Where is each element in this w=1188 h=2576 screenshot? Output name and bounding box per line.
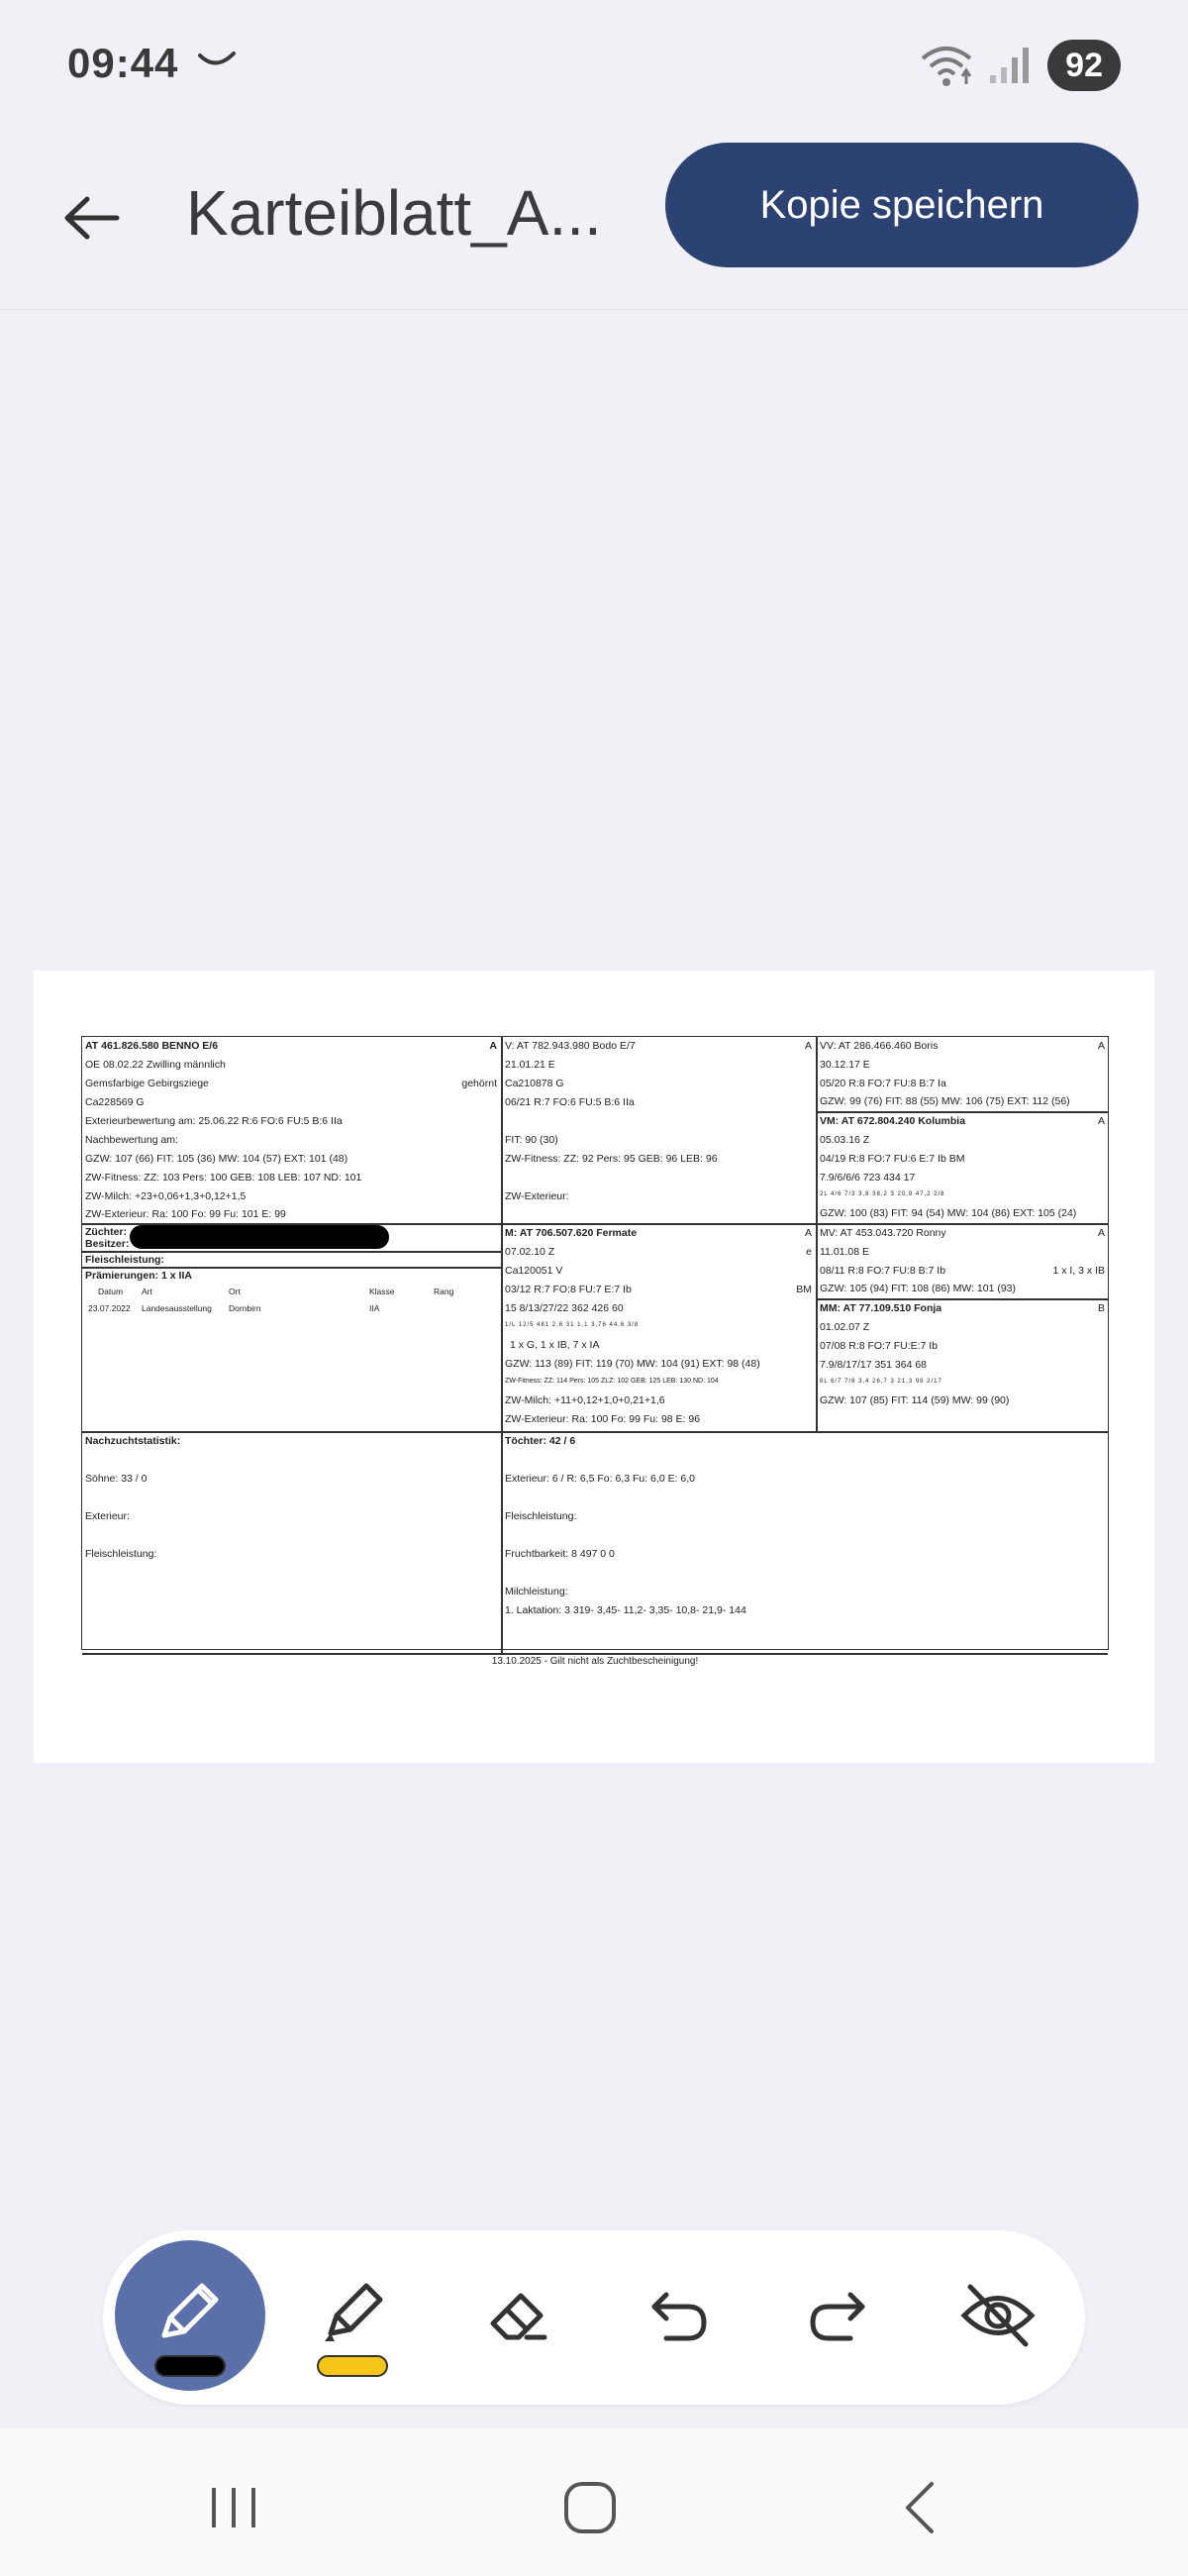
mv-eval: 08/11 R:8 FO:7 FU:8 B:7 Ib bbox=[820, 1265, 946, 1277]
animal-zw-ext: ZW-Exterieur: Ra: 100 Fo: 99 Fu: 101 E: 99 bbox=[85, 1208, 286, 1220]
awards-header-type: Art bbox=[142, 1287, 152, 1296]
app-bar bbox=[0, 129, 1188, 307]
mm-lact: 7.9/8/17/17 351 364 68 bbox=[820, 1359, 928, 1371]
animal-breed: Gemsfarbige Gebirgsziege bbox=[85, 1078, 209, 1089]
vv-id: VV: AT 286.466.460 Boris bbox=[820, 1040, 939, 1052]
vm-gzw: GZW: 100 (83) FIT: 94 (54) MW: 104 (86) EXT: 105 (24) bbox=[820, 1207, 1077, 1219]
dam-zw-milch: ZW-Milch: +11+0,12+1,0+0,21+1,6 bbox=[505, 1394, 665, 1406]
dam-lact-details: 1/L 12/5 481 2,6 31 1,1 3,76 44,6 3/8 bbox=[505, 1322, 640, 1328]
mv-gzw: GZW: 105 (94) FIT: 108 (86) MW: 101 (93) bbox=[820, 1283, 1017, 1294]
mv-id: MV: AT 453.043.720 Ronny bbox=[820, 1227, 946, 1239]
pen-tool-button[interactable] bbox=[115, 2240, 265, 2391]
awards-header-place: Ort bbox=[229, 1287, 241, 1296]
awards-cell-class: IIA bbox=[369, 1303, 380, 1313]
dam-e: e bbox=[806, 1246, 812, 1258]
sire-zw-fitness: ZW-Fitness: ZZ: 92 Pers: 95 GEB: 96 LEB: 96 bbox=[505, 1153, 718, 1165]
awards-header-class: Klasse bbox=[369, 1287, 395, 1296]
mm-eval: 07/08 R:8 FO:7 FU:E:7 Ib bbox=[820, 1340, 939, 1352]
breeder-label: Züchter: bbox=[85, 1226, 127, 1238]
eraser-tool-button[interactable] bbox=[444, 2240, 594, 2391]
vm-date: 05.03.16 Z bbox=[820, 1134, 870, 1146]
awards-label: Prämierungen: 1 x IIA bbox=[85, 1270, 192, 1282]
divider bbox=[82, 1251, 501, 1253]
redaction bbox=[130, 1225, 389, 1249]
mm-lact-details: 8L 6/7 7/8 3,4 26,7 3 21,3 98 2/17 bbox=[820, 1379, 942, 1385]
notification-icon bbox=[196, 50, 238, 71]
back-button[interactable] bbox=[51, 178, 131, 258]
document-page[interactable] bbox=[34, 971, 1154, 1763]
undo-icon bbox=[644, 2281, 714, 2350]
dam-ca: Ca120051 V bbox=[505, 1265, 563, 1277]
highlighter-color-swatch[interactable] bbox=[317, 2355, 388, 2377]
wifi-icon bbox=[919, 43, 974, 88]
hide-annotations-button[interactable] bbox=[923, 2240, 1073, 2391]
animal-birth: OE 08.02.22 Zwilling männlich bbox=[85, 1059, 226, 1071]
offspring-meat: Fleischleistung: bbox=[85, 1548, 157, 1560]
vv-date: 30.12.17 E bbox=[820, 1059, 870, 1071]
vv-grade: A bbox=[1097, 1040, 1105, 1052]
dam-lact: 15 8/13/27/22 362 426 60 bbox=[505, 1302, 624, 1314]
status-bar bbox=[0, 0, 1188, 129]
sire-ca: Ca210878 G bbox=[505, 1078, 564, 1089]
vm-lact-details: 2L 4/6 7/3 3,8 38,2 3 20,9 47,2 2/8 bbox=[820, 1191, 945, 1197]
sire-zw-ext: ZW-Exterieur: bbox=[505, 1190, 569, 1202]
signal-icon bbox=[988, 46, 1034, 85]
mm-grade: B bbox=[1097, 1302, 1105, 1314]
animal-cell bbox=[82, 1037, 501, 1223]
pedigree-card bbox=[81, 1036, 1109, 1667]
animal-ext-eval: Exterieurbewertung am: 25.06.22 R:6 FO:6 FU:5 B:6 IIa bbox=[85, 1115, 343, 1127]
daughters-cell bbox=[502, 1432, 1109, 1653]
undo-button[interactable] bbox=[604, 2240, 754, 2391]
awards-header-date: Datum bbox=[98, 1287, 124, 1296]
highlighter-tool-button[interactable] bbox=[277, 2240, 428, 2391]
daughters-fertility: Fruchtbarkeit: 8 497 0 0 bbox=[505, 1548, 615, 1560]
offspring-sons: Söhne: 33 / 0 bbox=[85, 1473, 148, 1485]
status-time: 09:44 bbox=[67, 40, 179, 86]
animal-gzw: GZW: 107 (66) FIT: 105 (36) MW: 104 (57) EXT: 101 (48) bbox=[85, 1153, 348, 1165]
daughters-label: Töchter: 42 / 6 bbox=[505, 1435, 576, 1447]
mv-awards: 1 x I, 3 x IB bbox=[1052, 1265, 1105, 1277]
battery-indicator: 92 bbox=[1047, 40, 1121, 91]
chevron-left-icon bbox=[896, 2478, 945, 2537]
status-icons bbox=[919, 40, 1121, 91]
redo-icon bbox=[803, 2281, 872, 2350]
sire-cell bbox=[502, 1037, 816, 1223]
sire-fit: FIT: 90 (30) bbox=[505, 1134, 558, 1146]
mv-date: 11.01.08 E bbox=[820, 1246, 870, 1258]
arrow-back-icon bbox=[61, 193, 121, 243]
card-footer bbox=[82, 1654, 1108, 1670]
mv-grade: A bbox=[1097, 1227, 1105, 1239]
meat-label: Fleischleistung: bbox=[85, 1254, 164, 1266]
eye-off-icon bbox=[958, 2281, 1038, 2350]
mm-date: 01.02.07 Z bbox=[820, 1321, 870, 1333]
system-nav-bar bbox=[0, 2428, 1188, 2576]
offspring-cell bbox=[82, 1432, 501, 1653]
vm-lact: 7.9/6/6/6 723 434 17 bbox=[820, 1172, 916, 1184]
daughters-lactation: 1. Laktation: 3 319- 3,45- 11,2- 3,35- 10,8- 21,9- 144 bbox=[505, 1604, 746, 1616]
mm-gzw: GZW: 107 (85) FIT: 114 (59) MW: 99 (90) bbox=[820, 1394, 1010, 1406]
recent-apps-button[interactable] bbox=[174, 2458, 293, 2557]
awards-cell-date: 23.07.2022 bbox=[88, 1303, 131, 1313]
animal-zw-fitness: ZW-Fitness: ZZ: 103 Pers: 100 GEB: 108 LEB: 107 ND: 101 bbox=[85, 1172, 362, 1184]
animal-zw-milch: ZW-Milch: +23+0,06+1,3+0,12+1,5 bbox=[85, 1190, 247, 1202]
dam-sire-cell bbox=[817, 1224, 1109, 1298]
awards-header-rank: Rang bbox=[434, 1287, 454, 1296]
highlighter-icon bbox=[313, 2276, 392, 2355]
footer-disclaimer: 13.10.2025 - Gilt nicht als Zuchtbescheinigung! bbox=[491, 1656, 699, 1667]
dam-cell bbox=[502, 1224, 816, 1431]
dam-zw-fitness: ZW-Fitness: ZZ: 114 Pers: 105 ZLZ: 102 GEB: 125 LEB: 130 ND: 104 bbox=[505, 1378, 719, 1385]
eraser-icon bbox=[479, 2276, 558, 2355]
vm-grade: A bbox=[1097, 1115, 1105, 1127]
redo-button[interactable] bbox=[762, 2240, 913, 2391]
vv-eval: 05/20 R:8 FO:7 FU:8 B:7 Ia bbox=[820, 1078, 946, 1089]
annotation-toolbar bbox=[103, 2230, 1085, 2405]
save-copy-button[interactable]: Kopie speichern bbox=[665, 143, 1138, 267]
pen-color-swatch[interactable] bbox=[154, 2355, 226, 2377]
sire-eval: 06/21 R:7 FO:6 FU:5 B:6 IIa bbox=[505, 1096, 635, 1108]
sire-sire-cell bbox=[817, 1037, 1109, 1111]
mm-id: MM: AT 77.109.510 Fonja bbox=[820, 1302, 942, 1314]
vm-eval: 04/19 R:8 FO:7 FU:6 E:7 Ib BM bbox=[820, 1153, 965, 1165]
system-back-button[interactable] bbox=[861, 2458, 980, 2557]
home-icon bbox=[558, 2476, 622, 2539]
owner-label: Besitzer: bbox=[85, 1238, 130, 1250]
dam-id: M: AT 706.507.620 Fermate bbox=[505, 1227, 638, 1239]
sire-dam-cell bbox=[817, 1112, 1109, 1223]
dam-dam-cell bbox=[817, 1299, 1109, 1431]
daughters-ext: Exterieur: 6 / R: 6,5 Fo: 6,3 Fu: 6,0 E: 6,0 bbox=[505, 1473, 696, 1485]
daughters-milk-label: Milchleistung: bbox=[505, 1586, 568, 1597]
recents-icon bbox=[204, 2478, 263, 2537]
sire-id: V: AT 782.943.980 Bodo E/7 bbox=[505, 1040, 636, 1052]
awards-cell-type: Landesausstellung bbox=[142, 1303, 212, 1313]
sire-grade: A bbox=[804, 1040, 812, 1052]
dam-awards: 1 x G, 1 x IB, 7 x IA bbox=[510, 1339, 600, 1351]
dam-date: 07.02.10 Z bbox=[505, 1246, 555, 1258]
pen-icon bbox=[150, 2276, 230, 2355]
offspring-ext: Exterieur: bbox=[85, 1510, 130, 1522]
animal-grade: A bbox=[489, 1040, 497, 1052]
vm-id: VM: AT 672.804.240 Kolumbia bbox=[820, 1115, 966, 1127]
animal-id: AT 461.826.580 BENNO E/6 bbox=[85, 1040, 219, 1052]
animal-re-eval: Nachbewertung am: bbox=[85, 1134, 178, 1146]
daughters-meat: Fleischleistung: bbox=[505, 1510, 577, 1522]
divider bbox=[0, 309, 1188, 310]
dam-grade: A bbox=[804, 1227, 812, 1239]
awards-cell-place: Dornbirn bbox=[229, 1303, 261, 1313]
sire-date: 21.01.21 E bbox=[505, 1059, 555, 1071]
vv-gzw: GZW: 99 (76) FIT: 88 (55) MW: 106 (75) EXT: 112 (56) bbox=[820, 1095, 1070, 1107]
animal-ca: Ca228569 G bbox=[85, 1096, 145, 1108]
home-button[interactable] bbox=[531, 2458, 649, 2557]
document-title: Karteiblatt_A... bbox=[186, 177, 602, 249]
offspring-label: Nachzuchtstatistik: bbox=[85, 1435, 181, 1447]
dam-zw-ext: ZW-Exterieur: Ra: 100 Fo: 99 Fu: 98 E: 96 bbox=[505, 1413, 701, 1425]
divider bbox=[82, 1267, 501, 1269]
dam-eval: 03/12 R:7 FO:8 FU:7 E:7 Ib bbox=[505, 1284, 632, 1295]
animal-horn: gehörnt bbox=[461, 1078, 497, 1089]
dam-gzw: GZW: 113 (89) FIT: 119 (70) MW: 104 (91) EXT: 98 (48) bbox=[505, 1358, 760, 1370]
dam-bm: BM bbox=[796, 1284, 812, 1295]
